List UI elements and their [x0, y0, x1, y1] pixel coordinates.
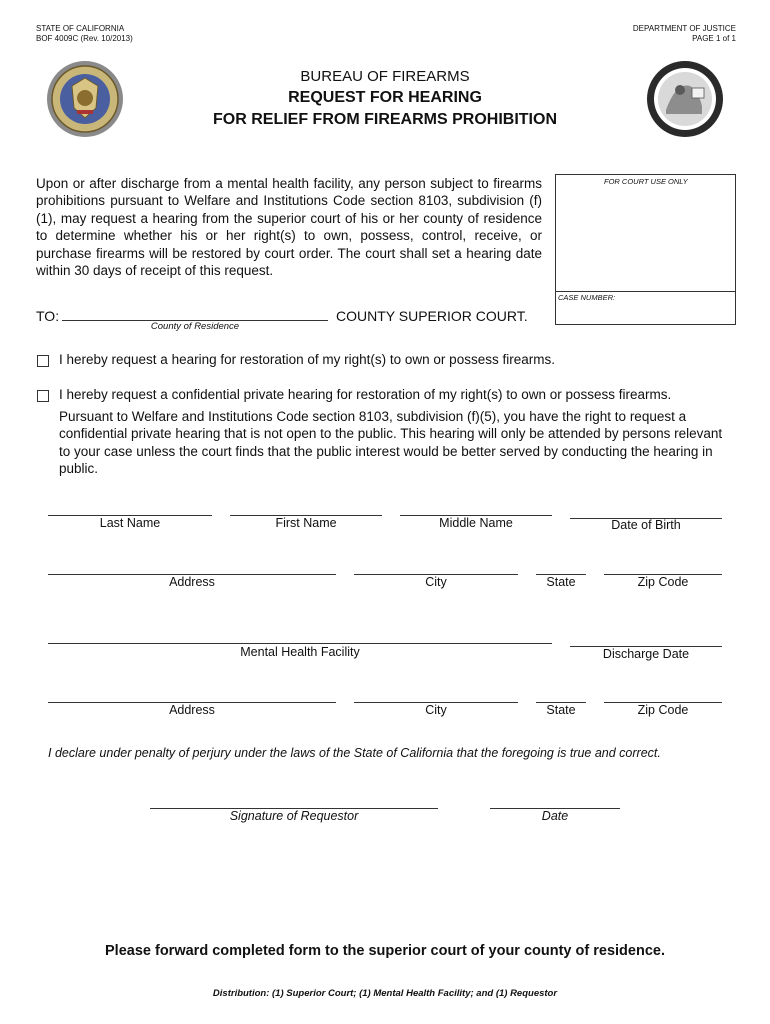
date-of-birth-label: Date of Birth — [611, 518, 681, 532]
forward-instruction: Please forward completed form to the superior court of your county of residence. — [105, 943, 665, 959]
department-of-justice-seal-icon — [646, 60, 724, 138]
distribution-note: Distribution: (1) Superior Court; (1) Mental Health Facility; and (1) Requestor — [212, 988, 558, 999]
bureau-of-firearms-badge-icon — [46, 60, 124, 138]
last-name-label: Last Name — [99, 516, 161, 530]
court-use-box — [555, 174, 736, 325]
perjury-declaration: I declare under penalty of perjury under the laws of the State of California that the foregoing is true and correct. — [48, 746, 661, 760]
to-label: TO: — [36, 308, 60, 324]
form-title-line2: FOR RELIEF FROM FIREARMS PROHIBITION — [213, 111, 557, 128]
header-department: DEPARTMENT OF JUSTICE — [632, 24, 736, 33]
request-private-hearing-label: I hereby request a confidential private hearing for restoration of my right(s) to own or possess firearms. — [59, 387, 672, 402]
zip-code-label: Zip Code — [637, 575, 689, 589]
mental-health-facility-field[interactable] — [48, 643, 552, 644]
signature-label: Signature of Requestor — [229, 809, 359, 823]
facility-address-label: Address — [169, 703, 215, 717]
form-title-line1: REQUEST FOR HEARING — [288, 89, 482, 106]
bureau-title: BUREAU OF FIREARMS — [300, 68, 470, 85]
request-hearing-label: I hereby request a hearing for restoration of my right(s) to own or possess firearms. — [59, 352, 555, 367]
form-id: BOF 4009C (Rev. 10/2013) — [36, 34, 133, 43]
county-superior-court-label: COUNTY SUPERIOR COURT. — [336, 308, 528, 324]
facility-zip-code-label: Zip Code — [637, 703, 689, 717]
facility-state-label: State — [546, 703, 576, 717]
header-state: STATE OF CALIFORNIA — [36, 24, 125, 33]
mental-health-facility-label: Mental Health Facility — [240, 645, 360, 659]
request-hearing-checkbox[interactable] — [37, 355, 49, 367]
state-label: State — [546, 575, 576, 589]
first-name-label: First Name — [275, 516, 337, 530]
county-of-residence-label: County of Residence — [150, 321, 240, 332]
court-use-only-label: FOR COURT USE ONLY — [604, 177, 688, 186]
facility-city-label: City — [425, 703, 447, 717]
private-hearing-explanation: Pursuant to Welfare and Institutions Code section 8103, subdivision (f)(5), you have the right to request a confidential private hearing that is not open to the public. This hearing will only be attended by persons relevant to your case unless the court finds that the public interest would be better served by conducting the hearing in public. — [59, 409, 723, 477]
discharge-date-label: Discharge Date — [602, 647, 690, 661]
intro-paragraph: Upon or after discharge from a mental health facility, any person subject to firearms prohibitions pursuant to Welfare and Institutions Code section 8103, subdivision (f)(1), may request a hearing from the superior court of his or her county of residence to determine whether his or her right(s) to own, possess, control, receive, or purchase firearms will be restored by court order. The court shall set a hearing date within 30 days of receipt of this request. — [36, 176, 542, 279]
middle-name-label: Middle Name — [439, 516, 513, 530]
request-private-hearing-checkbox[interactable] — [37, 390, 49, 402]
signature-date-label: Date — [541, 809, 569, 823]
header-page: PAGE 1 of 1 — [692, 34, 736, 43]
address-label: Address — [169, 575, 215, 589]
case-number-label: CASE NUMBER: — [558, 293, 616, 302]
city-label: City — [425, 575, 447, 589]
